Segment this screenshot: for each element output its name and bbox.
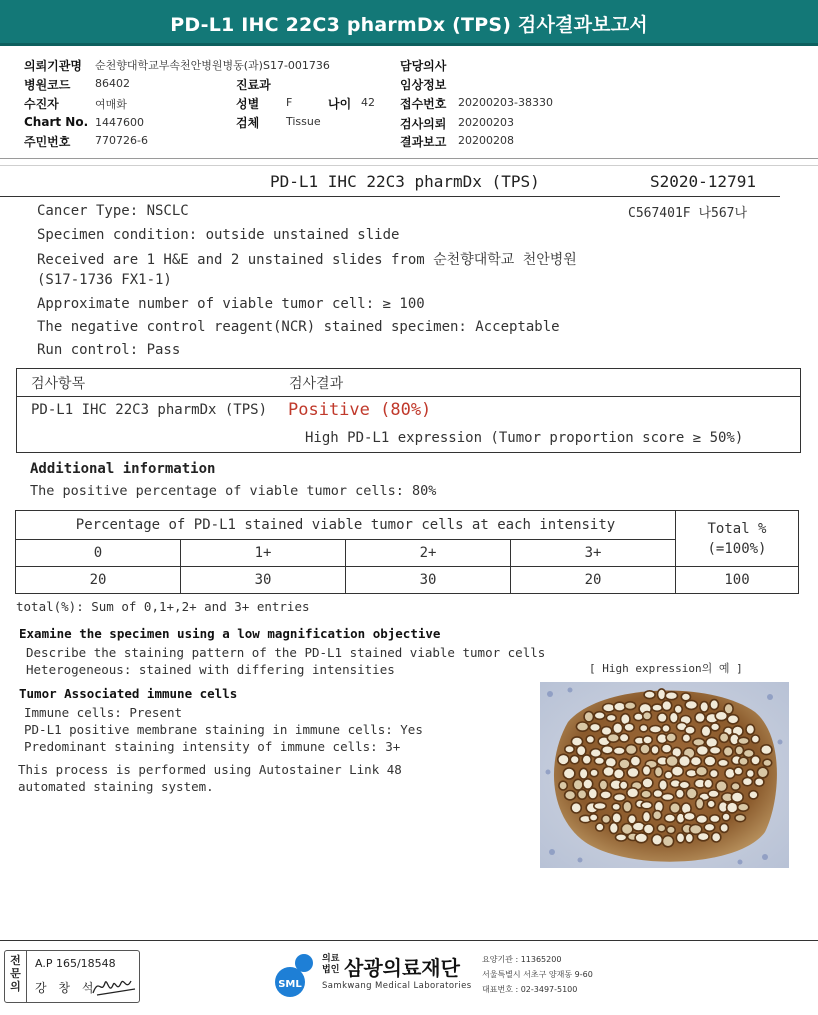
stained-cell: [653, 811, 662, 820]
intensity-value-3plus: 20: [511, 567, 676, 594]
org-type-label: 의료 법인: [322, 954, 340, 975]
process-line-2: automated staining system.: [18, 779, 214, 794]
hospital-code-value: 86402: [95, 77, 130, 90]
stained-cell: [627, 767, 639, 777]
stained-cell: [627, 788, 639, 798]
id-value: 770726-6: [95, 134, 148, 147]
stained-cell: [576, 722, 588, 731]
immune-title: Tumor Associated immune cells: [19, 686, 238, 701]
stained-cell: [565, 791, 576, 800]
stained-cell: [643, 712, 652, 720]
org-facility-code: 요양기관 : 11365200: [482, 955, 562, 964]
stained-cell: [612, 813, 621, 823]
stained-cell: [602, 815, 611, 823]
stained-cell: [607, 734, 619, 743]
stained-cell: [643, 736, 652, 744]
stained-cell: [582, 755, 591, 764]
stained-cell: [659, 780, 668, 791]
stained-cell: [643, 824, 653, 834]
report-label: 결과보고: [400, 135, 447, 149]
stained-cell: [738, 803, 749, 811]
stained-cell: [701, 726, 711, 737]
examine-line-2: Heterogeneous: stained with differing intensities: [26, 662, 395, 677]
header-divider: [0, 158, 818, 159]
stained-cell: [735, 746, 743, 755]
slide-id-line: (S17-1736 FX1-1): [37, 272, 172, 288]
stained-cell: [681, 693, 690, 701]
stained-cell: [757, 767, 768, 778]
sex-value: F: [286, 96, 293, 109]
stained-cell: [603, 704, 615, 712]
stained-cell: [685, 833, 693, 843]
expression-level: High PD-L1 expression (Tumor proportion score ≥ 50%): [305, 430, 744, 446]
total-header: [676, 511, 799, 567]
stained-cell: [738, 737, 749, 744]
stained-cell: [696, 745, 708, 755]
stained-cell: [709, 747, 720, 755]
total-header-line1: Total %: [707, 520, 767, 537]
stained-cell: [658, 689, 666, 700]
stained-cell: [652, 704, 662, 711]
immune-line-2: PD-L1 positive membrane staining in immune cells: Yes: [24, 722, 423, 737]
stained-cell: [716, 781, 727, 792]
id-label: 주민번호: [24, 135, 71, 149]
org-address: 서울특별시 서초구 양재동 9-60: [482, 970, 593, 979]
stained-cell: [602, 746, 613, 754]
stained-cell: [559, 781, 567, 790]
test-title: PD-L1 IHC 22C3 pharmDx (TPS): [270, 172, 540, 191]
stained-cell: [596, 823, 604, 831]
stained-cell: [589, 814, 597, 821]
stained-cell: [751, 735, 759, 743]
institution-label: 의뢰기관명: [24, 59, 82, 73]
stained-cell: [696, 798, 704, 809]
stained-cell: [594, 757, 604, 765]
sml-logo-icon: [270, 950, 322, 1002]
received-line: Received are 1 H&E and 2 unstained slides from 순천향대학교 천안병원: [37, 252, 577, 268]
stained-cell: [599, 780, 607, 790]
stained-cell: [613, 747, 625, 755]
stained-cell: [704, 823, 715, 831]
footer-rule: [0, 940, 818, 941]
stained-cell: [563, 768, 575, 779]
stained-cell: [667, 826, 676, 834]
stained-cell: [573, 779, 583, 790]
stained-cell: [704, 779, 713, 788]
stained-cell: [623, 801, 632, 812]
institution-value: 순천향대학교부속천안병원병동(과)S17-001736: [95, 59, 330, 72]
result-col-result-header: 검사결과: [289, 376, 344, 392]
intensity-value-2plus: 30: [346, 567, 511, 594]
stained-cell: [605, 757, 616, 767]
stained-cell: [715, 711, 727, 720]
specimen-label: 검체: [236, 116, 260, 130]
stained-cell: [690, 757, 701, 766]
stained-cell: [710, 769, 719, 777]
pathologist-name: 강 창 석: [35, 981, 98, 995]
header-divider-light: [0, 165, 818, 166]
immune-line-1: Immune cells: Present: [24, 705, 183, 720]
stained-cell: [635, 833, 647, 843]
stained-cell: [584, 712, 593, 722]
stained-cell: [594, 802, 606, 809]
stained-cell: [594, 712, 605, 720]
stained-cell: [614, 794, 626, 802]
stained-cell: [695, 713, 705, 723]
stained-cell: [603, 767, 614, 777]
stained-cell: [696, 766, 708, 776]
stained-cell: [586, 736, 594, 744]
stained-cell: [723, 747, 733, 757]
stained-cell: [731, 792, 743, 802]
stained-cell: [676, 833, 684, 843]
viable-tumor-line: Approximate number of viable tumor cell: ≥ 100: [37, 296, 425, 312]
stained-cell: [590, 749, 601, 758]
stained-cell: [642, 778, 653, 788]
stained-cell: [670, 803, 680, 814]
stained-cell: [718, 759, 729, 766]
intensity-table: [15, 510, 799, 594]
stained-cell: [624, 723, 634, 731]
stained-cell: [577, 745, 586, 755]
stained-cell: [616, 834, 627, 841]
stained-cell: [755, 778, 764, 786]
examine-title: Examine the specimen using a low magnification objective: [19, 626, 441, 641]
sml-badge: SML: [278, 979, 302, 990]
specimen-value: Tissue: [286, 115, 321, 128]
run-control-line: Run control: Pass: [37, 342, 181, 358]
stained-cell: [641, 802, 652, 809]
stained-cell: [722, 813, 730, 821]
stained-cell: [697, 832, 709, 840]
stained-cell: [682, 734, 690, 742]
report-title-rule: [0, 196, 780, 197]
stained-cell: [707, 800, 715, 808]
stained-cell: [565, 745, 574, 753]
stained-cell: [662, 701, 672, 711]
hospital-code-label: 병원코드: [24, 78, 71, 92]
intensity-header-0: 0: [16, 540, 181, 567]
stained-cell: [672, 766, 684, 776]
stained-cell: [719, 733, 728, 743]
stained-cell: [643, 812, 651, 823]
stained-cell: [657, 713, 667, 722]
stained-cell: [763, 759, 772, 766]
stained-cell: [739, 757, 748, 765]
intensity-header-3plus: 3+: [511, 540, 676, 567]
accession-value: 20200203-38330: [458, 96, 553, 109]
stained-cell: [654, 767, 662, 777]
stained-cell: [613, 723, 623, 734]
stained-cell: [614, 702, 626, 711]
stained-cell: [614, 769, 625, 779]
stained-cell: [630, 756, 640, 766]
stained-cell: [571, 803, 581, 813]
age-value: 42: [361, 96, 375, 109]
stained-cell: [657, 824, 665, 832]
stained-cell: [746, 769, 754, 777]
stained-cell: [700, 702, 709, 712]
stained-cell: [662, 836, 673, 847]
department-label: 진료과: [236, 78, 271, 92]
stained-cell: [590, 723, 601, 731]
stained-cell: [651, 745, 659, 754]
stained-cell: [666, 756, 678, 767]
stained-cell: [731, 783, 740, 791]
stained-cell: [720, 823, 728, 832]
request-label: 검사의뢰: [400, 117, 447, 131]
intensity-header-2plus: 2+: [346, 540, 511, 567]
stained-cell: [761, 745, 772, 755]
stained-cell: [640, 744, 650, 754]
pathologist-stamp: [4, 950, 140, 1003]
stained-cell: [684, 812, 695, 820]
stained-cell: [588, 788, 597, 799]
org-name: 삼광의료재단: [344, 956, 460, 980]
stained-cell: [742, 777, 752, 785]
stained-cell: [600, 791, 611, 799]
intensity-header-1plus: 1+: [181, 540, 346, 567]
total-header-line2: (=100%): [707, 540, 767, 557]
org-english-name: Samkwang Medical Laboratories: [322, 981, 472, 991]
stained-cell: [558, 754, 569, 765]
stained-cell: [626, 745, 637, 755]
specimen-condition-line: Specimen condition: outside unstained slide: [37, 227, 400, 243]
intensity-value-0: 20: [16, 567, 181, 594]
age-label: 나이: [328, 97, 352, 111]
stained-cell: [679, 756, 691, 767]
intensity-total-value: 100: [676, 567, 799, 594]
signature-mark: [91, 975, 137, 999]
stained-cell: [625, 702, 636, 710]
stained-cell: [642, 766, 650, 776]
positive-percentage-line: The positive percentage of viable tumor cells: 80%: [30, 483, 437, 499]
result-table: [16, 368, 801, 453]
intensity-value-1plus: 30: [181, 567, 346, 594]
stained-cell: [620, 781, 628, 790]
stained-cell: [652, 834, 663, 845]
stained-cell: [634, 713, 644, 721]
accession-label: 접수번호: [400, 97, 447, 111]
microscopy-svg: [540, 682, 789, 868]
stained-cell: [708, 790, 719, 798]
stained-cell: [570, 755, 579, 763]
specimen-code: C567401F 나567나: [628, 206, 748, 221]
request-value: 20200203: [458, 116, 514, 129]
report-number: S2020-12791: [650, 172, 756, 191]
stained-cell: [710, 815, 720, 823]
stained-cell: [670, 712, 679, 723]
stained-cell: [579, 768, 588, 779]
org-phone: 대표번호 : 02-3497-5100: [482, 985, 578, 994]
stained-cell: [612, 803, 620, 810]
chart-value: 1447600: [95, 116, 144, 129]
stained-cell: [641, 790, 651, 798]
cancer-type-line: Cancer Type: NSCLC: [37, 203, 189, 219]
stained-cell: [704, 756, 716, 766]
stained-cell: [578, 790, 587, 800]
stained-cell: [712, 832, 721, 842]
stained-cell: [606, 714, 616, 721]
stamp-side-label: 전 문 의: [5, 951, 27, 1002]
stained-cell: [662, 744, 672, 753]
stained-cell: [679, 781, 689, 789]
result-table-divider: [17, 396, 800, 397]
image-caption: [ High expression의 예 ]: [589, 662, 743, 675]
stained-cell: [640, 725, 648, 732]
stained-cell: [735, 814, 746, 821]
stained-cell: [644, 691, 655, 699]
stained-cell: [662, 793, 674, 800]
stained-cell: [662, 725, 670, 733]
stained-cell: [665, 692, 677, 700]
report-title: PD-L1 IHC 22C3 pharmDx (TPS) 검사결과보고서: [170, 14, 648, 36]
stained-cell: [710, 700, 719, 710]
doctor-label: 담당의사: [400, 59, 447, 73]
stained-cell: [609, 823, 618, 834]
sex-label: 성별: [236, 97, 260, 111]
stained-cell: [666, 733, 676, 742]
stained-cell: [746, 724, 755, 734]
stained-cell: [676, 789, 685, 798]
intensity-table-title: Percentage of PD-L1 stained viable tumor cells at each intensity: [16, 511, 676, 540]
stained-cell: [649, 726, 661, 734]
result-value: Positive (80%): [288, 400, 432, 420]
stained-cell: [711, 723, 720, 731]
immune-line-3: Predominant staining intensity of immune cells: 3+: [24, 739, 401, 754]
additional-info-title: Additional information: [30, 461, 216, 477]
stained-cell: [619, 734, 629, 743]
total-note: total(%): Sum of 0,1+,2+ and 3+ entries: [16, 599, 310, 614]
report-title-bar: [0, 0, 818, 46]
stained-cell: [686, 788, 697, 799]
patient-value: 여매화: [95, 98, 127, 111]
ncr-line: The negative control reagent(NCR) stained specimen: Acceptable: [37, 319, 560, 335]
stained-cell: [749, 791, 758, 799]
pathologist-ap-number: A.P 165/18548: [35, 957, 116, 970]
report-value: 20200208: [458, 134, 514, 147]
stained-cell: [751, 756, 760, 765]
stained-cell: [685, 700, 697, 709]
chart-label: Chart No.: [24, 115, 89, 129]
examine-line-1: Describe the staining pattern of the PD-L1 stained viable tumor cells: [26, 645, 546, 660]
stained-cell: [696, 815, 707, 824]
stained-cell: [590, 769, 598, 777]
stained-cell: [619, 759, 630, 769]
stained-cell: [665, 814, 676, 822]
patient-label: 수진자: [24, 97, 59, 111]
result-col-item-header: 검사항목: [31, 376, 86, 392]
stained-cell: [734, 767, 743, 775]
result-item: PD-L1 IHC 22C3 pharmDx (TPS): [31, 402, 268, 418]
organization-logo: [270, 950, 600, 1005]
clinical-label: 임상정보: [400, 78, 447, 92]
microscopy-image: [540, 682, 789, 868]
stained-cell: [727, 715, 738, 724]
process-line-1: This process is performed using Autostainer Link 48: [18, 762, 402, 777]
stained-cell: [727, 802, 738, 813]
